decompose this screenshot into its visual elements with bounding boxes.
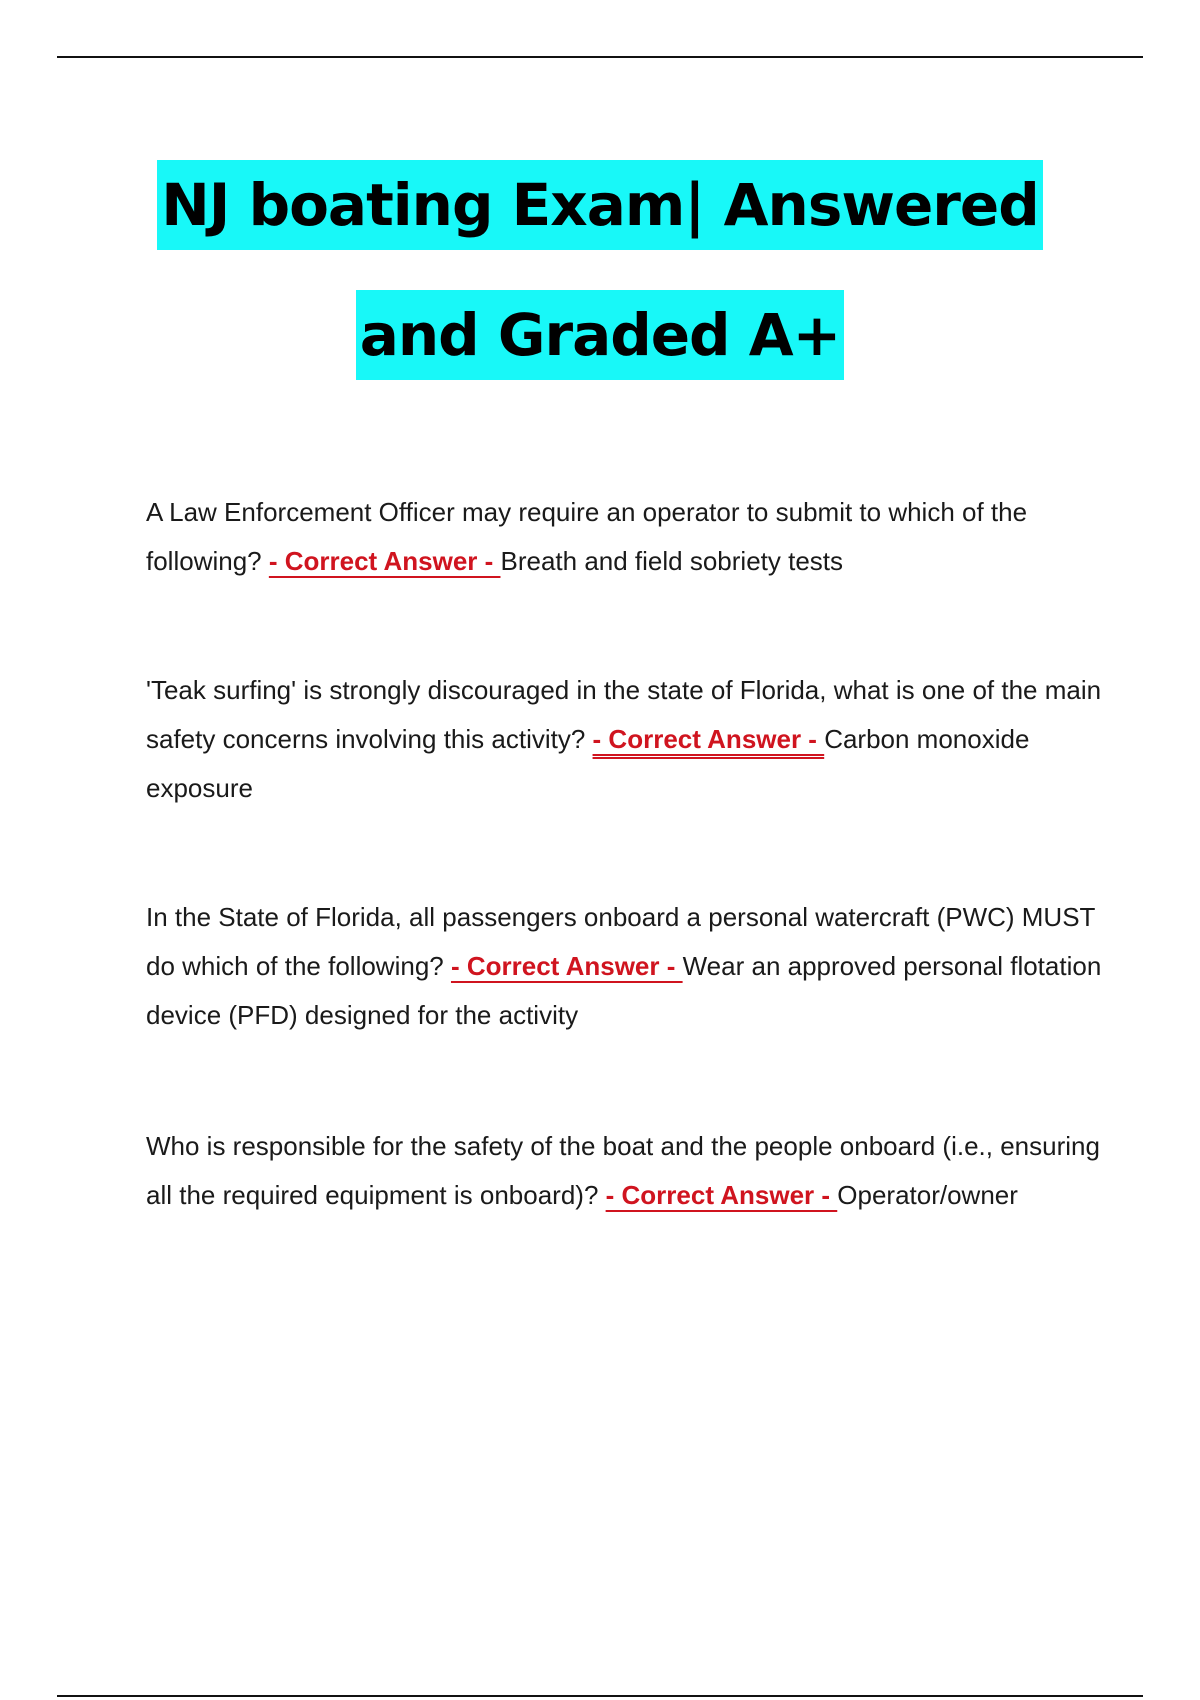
question-text: Who is responsible for the safety of the boat and the people onboard (i.e., ensuring all the required equipment is onboard)? bbox=[146, 1131, 1100, 1210]
qa-item bbox=[146, 893, 1106, 1040]
qa-item bbox=[146, 666, 1106, 813]
answer-text: Breath and field sobriety tests bbox=[500, 546, 844, 576]
qa-item bbox=[146, 488, 1106, 586]
question-text: In the State of Florida, all passengers onboard a personal watercraft (PWC) MUST do which of the following? bbox=[146, 902, 1095, 981]
header-rule bbox=[57, 56, 1143, 58]
qa-item bbox=[146, 1122, 1106, 1220]
title-line-2-row bbox=[0, 270, 1200, 400]
correct-answer-marker: - Correct Answer - bbox=[605, 1180, 838, 1210]
answer-text: Wear an approved personal flotation device (PFD) designed for the activity bbox=[146, 951, 1102, 1030]
title-line-2: and Graded A+ bbox=[356, 290, 845, 380]
question-text: 'Teak surfing' is strongly discouraged in the state of Florida, what is one of the main safety concerns involving this activity? bbox=[146, 675, 1102, 754]
answer-text: Operator/owner bbox=[837, 1180, 1018, 1210]
document-title bbox=[0, 140, 1200, 400]
qa-list bbox=[146, 488, 1106, 1220]
correct-answer-marker: - Correct Answer - bbox=[450, 951, 683, 981]
question-text: A Law Enforcement Officer may require an operator to submit to which of the following? bbox=[146, 497, 1028, 576]
title-line-1-row bbox=[0, 140, 1200, 270]
correct-answer-marker: - Correct Answer - bbox=[268, 546, 501, 576]
correct-answer-marker: - Correct Answer - bbox=[592, 724, 825, 754]
footer-rule bbox=[57, 1695, 1143, 1697]
title-line-1: NJ boating Exam| Answered bbox=[157, 160, 1042, 250]
answer-text: Carbon monoxide exposure bbox=[146, 724, 1030, 803]
